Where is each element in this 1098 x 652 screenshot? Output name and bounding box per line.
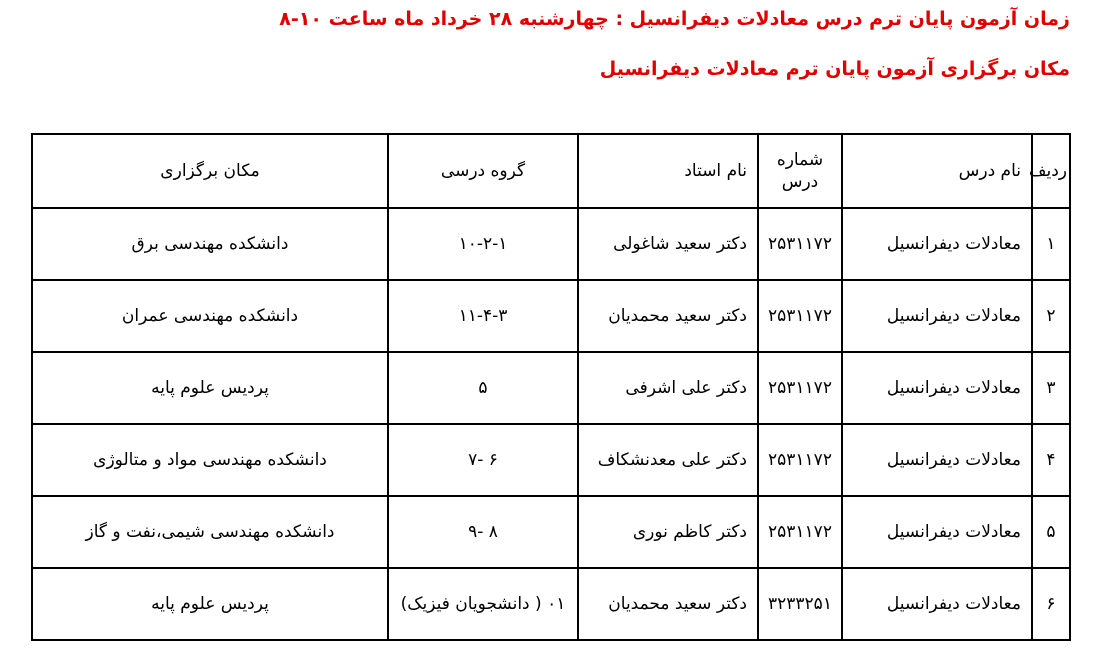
- exam-location: دانشکده مهندسی شیمی،نفت و گاز: [32, 496, 388, 568]
- course-code: ۲۵۳۱۱۷۲: [758, 496, 842, 568]
- table-row: [32, 568, 1070, 640]
- course-code: ۳۲۳۳۲۵۱: [758, 568, 842, 640]
- course-name: معادلات دیفرانسیل: [842, 568, 1032, 640]
- professor-name: دکتر کاظم نوری: [578, 496, 758, 568]
- header-course-name: نام درس: [842, 134, 1032, 208]
- table-row: [32, 208, 1070, 280]
- header-professor: نام استاد: [578, 134, 758, 208]
- course-group: ۱۰-۲-۱: [388, 208, 578, 280]
- course-code: ۲۵۳۱۱۷۲: [758, 208, 842, 280]
- table-row: [32, 352, 1070, 424]
- course-group: ۸ -۹: [388, 496, 578, 568]
- exam-location: دانشکده مهندسی عمران: [32, 280, 388, 352]
- header-row-number: ردیف: [1032, 134, 1070, 208]
- professor-name: دکتر سعید شاغولی: [578, 208, 758, 280]
- exam-location-heading: مکان برگزاری آزمون پایان ترم معادلات دیفرانسیل: [599, 58, 1070, 80]
- professor-name: دکتر علی معدنشکاف: [578, 424, 758, 496]
- professor-name: دکتر سعید محمدیان: [578, 280, 758, 352]
- course-name: معادلات دیفرانسیل: [842, 496, 1032, 568]
- exam-location: پردیس علوم پایه: [32, 352, 388, 424]
- professor-name: دکتر علی اشرفی: [578, 352, 758, 424]
- table-row: [32, 424, 1070, 496]
- professor-name: دکتر سعید محمدیان: [578, 568, 758, 640]
- course-code: ۲۵۳۱۱۷۲: [758, 424, 842, 496]
- course-name: معادلات دیفرانسیل: [842, 280, 1032, 352]
- row-number: ۳: [1032, 352, 1070, 424]
- course-group: ۱۱-۴-۳: [388, 280, 578, 352]
- exam-location: دانشکده مهندسی مواد و متالوژی: [32, 424, 388, 496]
- header-course-code: شماره درس: [758, 134, 842, 208]
- table-header-row: [32, 134, 1070, 208]
- exam-time-heading: زمان آزمون پایان ترم درس معادلات دیفرانسیل : چهارشنبه ۲۸ خرداد ماه ساعت ۱۰-۸: [279, 8, 1070, 30]
- course-group: ۰۱ ( دانشجویان فیزیک): [388, 568, 578, 640]
- table-row: [32, 496, 1070, 568]
- row-number: ۶: [1032, 568, 1070, 640]
- course-code: ۲۵۳۱۱۷۲: [758, 352, 842, 424]
- row-number: ۱: [1032, 208, 1070, 280]
- course-group: ۵: [388, 352, 578, 424]
- table-row: [32, 280, 1070, 352]
- exam-schedule-table: [31, 133, 1071, 641]
- exam-location: پردیس علوم پایه: [32, 568, 388, 640]
- course-code: ۲۵۳۱۱۷۲: [758, 280, 842, 352]
- course-name: معادلات دیفرانسیل: [842, 352, 1032, 424]
- header-location: مکان برگزاری: [32, 134, 388, 208]
- row-number: ۴: [1032, 424, 1070, 496]
- course-group: ۶ -۷: [388, 424, 578, 496]
- header-course-group: گروه درسی: [388, 134, 578, 208]
- course-name: معادلات دیفرانسیل: [842, 424, 1032, 496]
- row-number: ۲: [1032, 280, 1070, 352]
- row-number: ۵: [1032, 496, 1070, 568]
- exam-location: دانشکده مهندسی برق: [32, 208, 388, 280]
- course-name: معادلات دیفرانسیل: [842, 208, 1032, 280]
